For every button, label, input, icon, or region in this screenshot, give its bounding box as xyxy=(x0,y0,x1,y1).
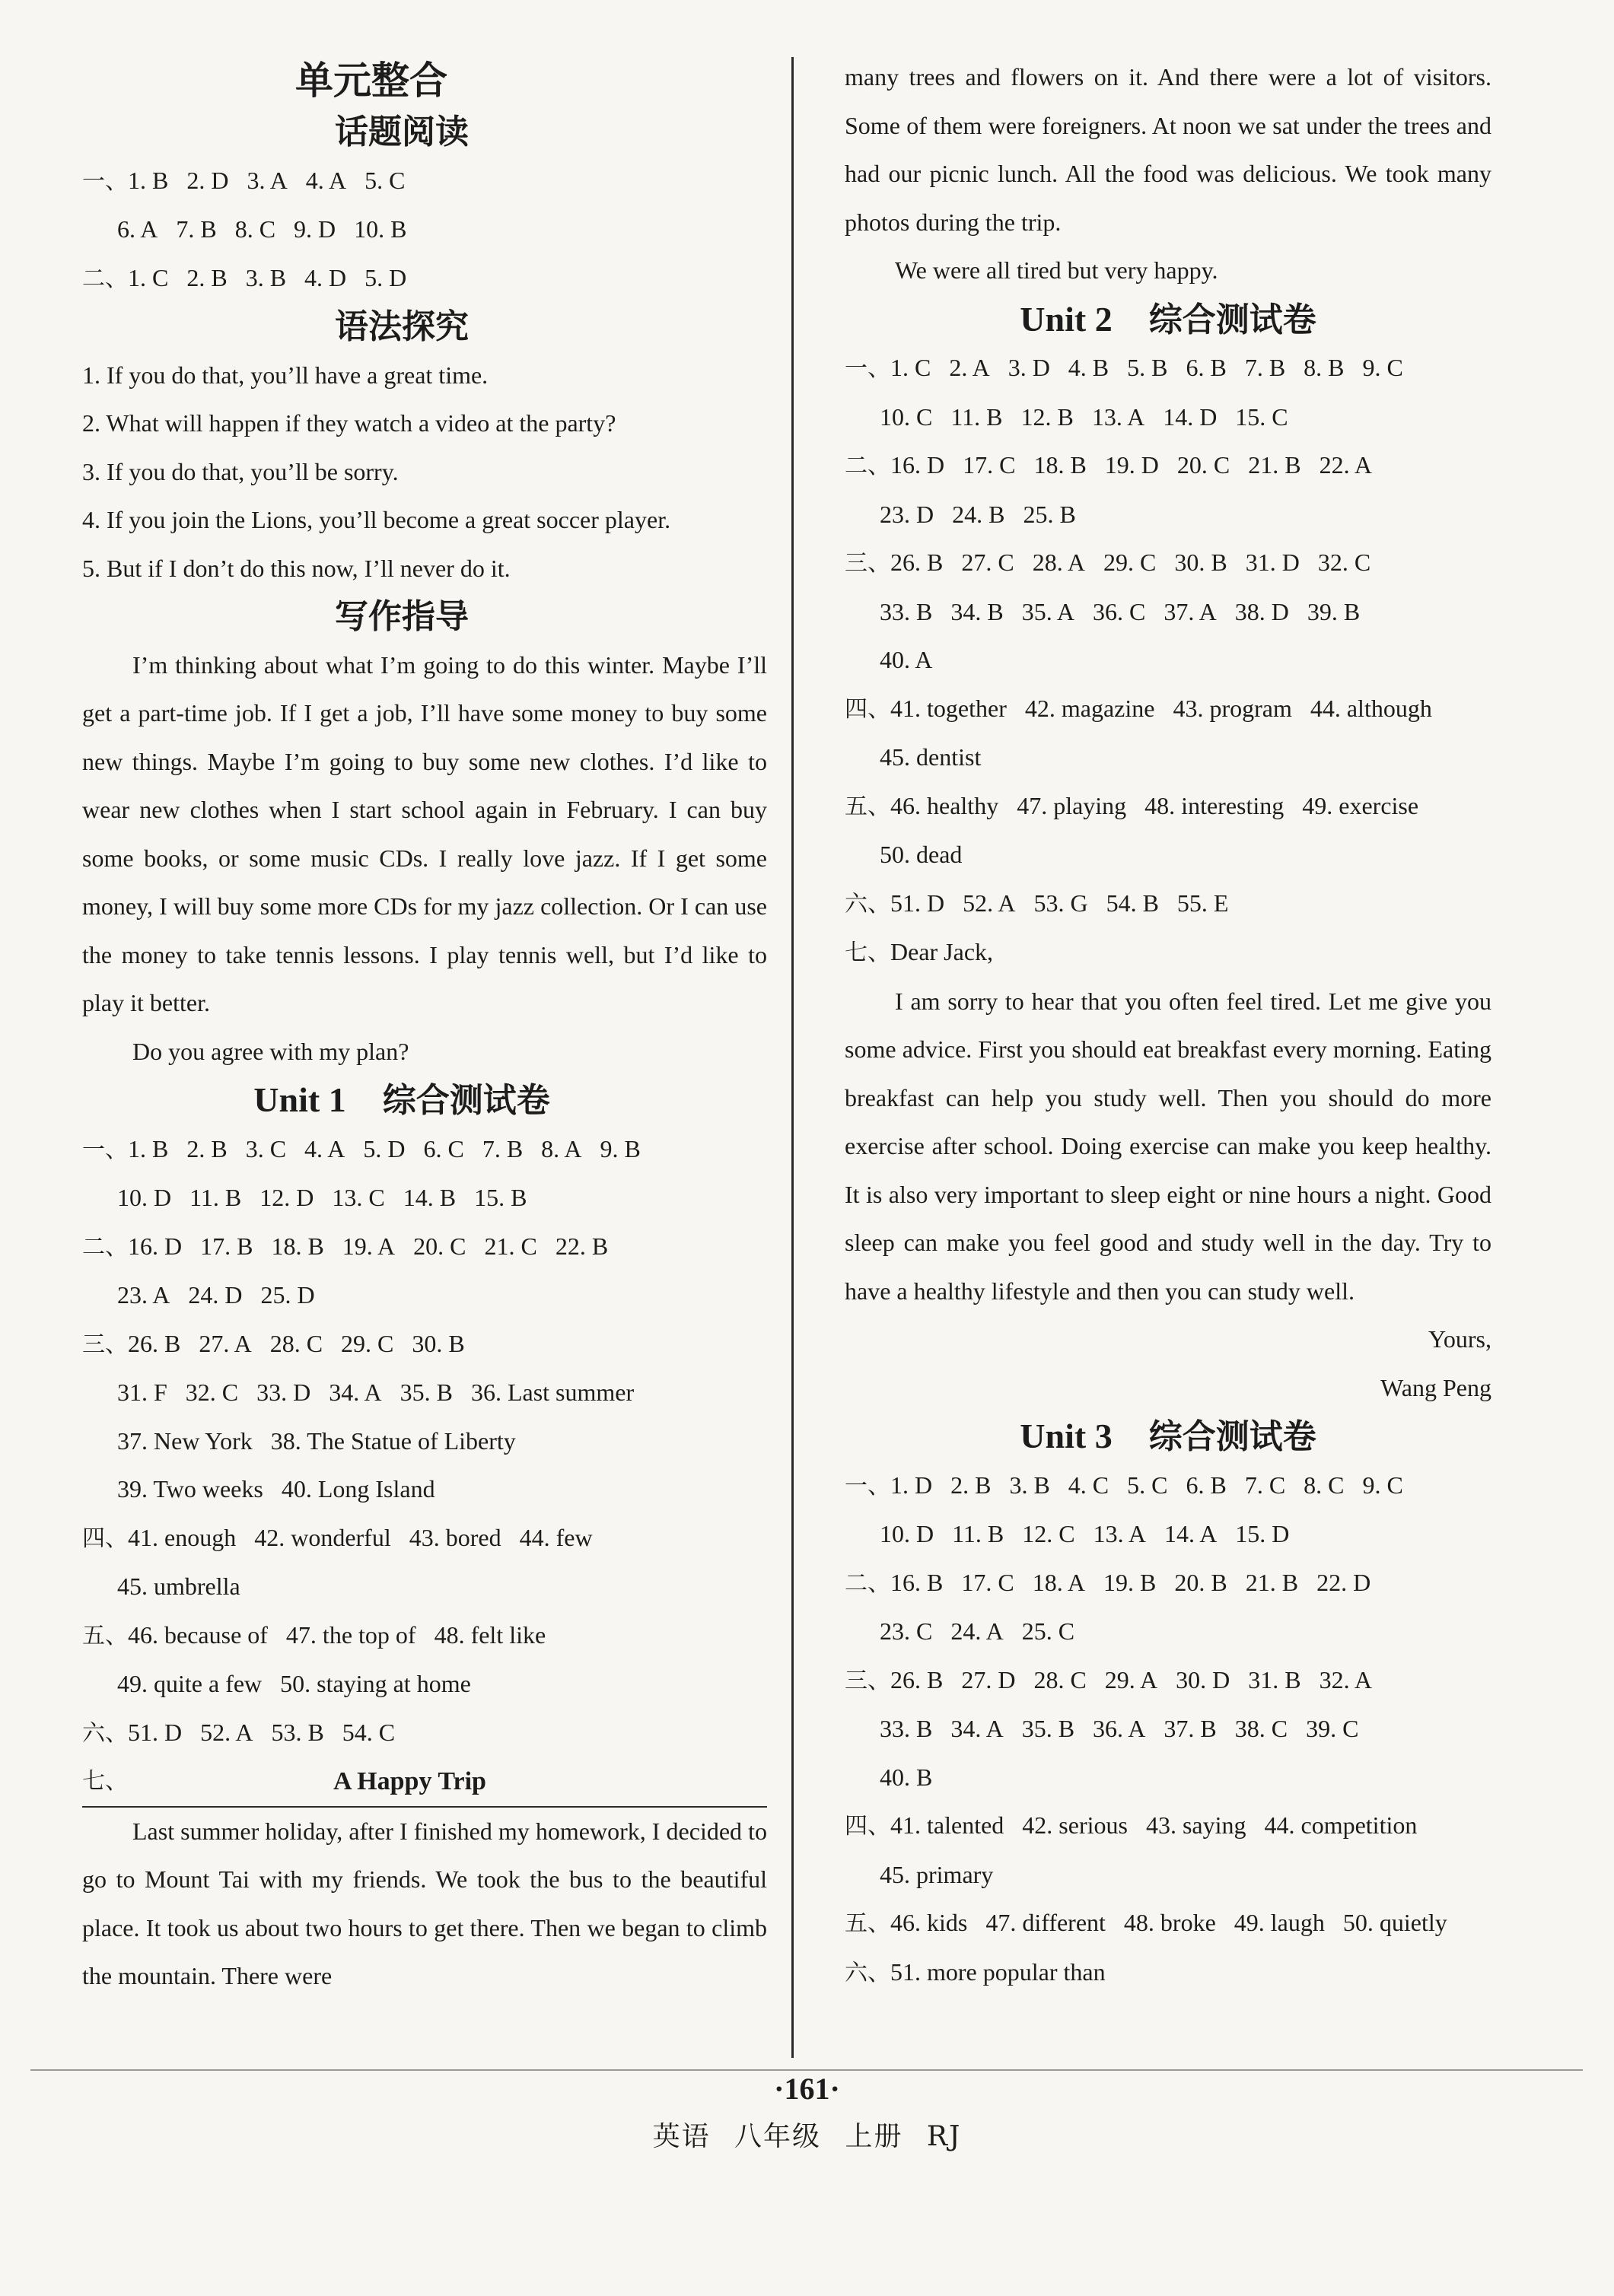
answer-item: 15. B xyxy=(474,1184,527,1211)
answer-item: 4. A xyxy=(304,1134,345,1162)
answer-item: 9. C xyxy=(1362,354,1403,381)
answer-item: 1. B xyxy=(128,166,169,194)
letter-greeting-row xyxy=(845,928,1491,978)
answer-item: 36. C xyxy=(1093,597,1146,625)
answer-row xyxy=(845,1754,1491,1802)
answer-item: 11. B xyxy=(950,402,1003,431)
letter-prefix: 七、 xyxy=(845,940,890,966)
answer-item: 39. Two weeks xyxy=(117,1475,263,1503)
answer-row xyxy=(82,1465,767,1514)
answer-row xyxy=(82,1709,767,1758)
answer-item: 44. competition xyxy=(1264,1811,1418,1839)
answer-item: 9. B xyxy=(600,1134,641,1162)
answer-item: 51. D xyxy=(890,889,945,917)
question-section-prefix: 四、 xyxy=(82,1525,128,1552)
unit1-title xyxy=(37,1076,767,1125)
answer-item: 42. wonderful xyxy=(254,1523,391,1551)
answer-item: 5. D xyxy=(365,263,407,291)
answer-item: 20. C xyxy=(1176,451,1230,479)
answer-item: 47. playing xyxy=(1017,791,1127,819)
answer-row xyxy=(82,1174,767,1223)
question-section-prefix: 一、 xyxy=(845,1472,890,1499)
answer-item: 23. D xyxy=(880,500,934,528)
answer-item: 20. B xyxy=(1174,1568,1227,1596)
answer-item: 38. D xyxy=(1234,597,1289,625)
question-section-prefix: 二、 xyxy=(845,453,890,479)
answer-row xyxy=(845,1899,1491,1948)
answer-item: 39. C xyxy=(1306,1715,1359,1742)
answer-item: 41. together xyxy=(890,694,1007,722)
answer-row xyxy=(82,254,767,304)
answer-row xyxy=(845,1510,1491,1559)
answer-item: 14. D xyxy=(1163,402,1218,431)
answer-item: 4. B xyxy=(1068,354,1109,381)
answer-item: 15. D xyxy=(1235,1520,1290,1547)
answer-item: 10. D xyxy=(117,1184,172,1211)
answer-item: 12. C xyxy=(1022,1520,1075,1547)
question-section-prefix: 六、 xyxy=(845,1959,890,1986)
answer-item: 17. C xyxy=(963,451,1016,479)
answer-row xyxy=(82,1563,767,1611)
answer-item: 48. broke xyxy=(1123,1909,1216,1936)
unit3-title-number: Unit 3 xyxy=(1020,1417,1113,1455)
question-section-prefix: 五、 xyxy=(845,793,890,820)
answer-item: 13. C xyxy=(332,1184,385,1211)
answer-row xyxy=(845,1948,1491,1998)
essay-paragraph: Last summer holiday, after I finished my homework, I decided to go to Mount Tai with my friends. We took the bus to the beautiful place. It took us about two hours to get there. Then we began to climb the mountain. There were xyxy=(82,1817,767,1989)
answer-item: 8. A xyxy=(541,1134,582,1162)
answer-item: 6. B xyxy=(1186,1471,1227,1499)
answer-item: 2. B xyxy=(186,263,228,291)
answer-item: 38. C xyxy=(1234,1715,1288,1742)
answer-item: 24. B xyxy=(952,500,1005,528)
answer-row xyxy=(845,441,1491,491)
question-section-prefix: 五、 xyxy=(845,1910,890,1937)
answer-item: 50. dead xyxy=(880,841,963,868)
answer-item: 6. A xyxy=(117,215,158,243)
answer-item: 27. A xyxy=(199,1329,252,1357)
answer-item: 18. B xyxy=(271,1232,324,1260)
grammar-line: 1. If you do that, you’ll have a great time. xyxy=(82,361,489,389)
answer-item: 8. C xyxy=(1304,1471,1345,1499)
answer-item: 24. A xyxy=(950,1617,1004,1645)
question-section-prefix: 一、 xyxy=(82,1136,128,1163)
writing-closing: Do you agree with my plan? xyxy=(132,1037,409,1065)
answer-item: 18. A xyxy=(1032,1568,1086,1596)
answer-item: 16. B xyxy=(890,1568,944,1596)
answer-row xyxy=(82,1417,767,1466)
answer-item: 32. C xyxy=(185,1379,239,1406)
answer-row xyxy=(82,1223,767,1272)
answer-item: 26. B xyxy=(890,1665,944,1693)
answer-item: 33. B xyxy=(880,597,933,625)
answer-item: 7. B xyxy=(176,215,217,243)
answer-item: 34. A xyxy=(950,1715,1004,1742)
answer-item: 52. A xyxy=(200,1718,253,1746)
answer-item: 34. B xyxy=(950,597,1004,625)
answer-item: 45. umbrella xyxy=(117,1573,240,1600)
answer-row xyxy=(845,879,1491,929)
answer-row xyxy=(845,1461,1491,1511)
answer-item: 25. C xyxy=(1021,1617,1075,1645)
answer-item: 50. quietly xyxy=(1342,1909,1447,1936)
column-divider xyxy=(791,57,794,2058)
answer-row xyxy=(845,636,1491,685)
answer-item: 10. C xyxy=(880,402,933,431)
answer-item: 45. dentist xyxy=(880,743,982,771)
answer-item: 55. E xyxy=(1176,889,1229,917)
answer-item: 7. C xyxy=(1244,1471,1286,1499)
answer-item: 4. C xyxy=(1068,1471,1109,1499)
answer-row xyxy=(845,1705,1491,1754)
answer-row xyxy=(845,344,1491,393)
answer-item: 32. C xyxy=(1317,549,1371,576)
answer-item: 29. A xyxy=(1104,1665,1158,1693)
answer-item: 28. C xyxy=(269,1329,323,1357)
unit1-title-text: 综合测试卷 xyxy=(382,1081,550,1120)
letter-signature: Wang Peng xyxy=(1380,1373,1491,1401)
answer-item: 26. B xyxy=(128,1329,181,1357)
answer-item: 3. C xyxy=(245,1134,287,1162)
grammar-line: 5. But if I don’t do this now, I’ll never do it. xyxy=(82,554,511,582)
answer-row xyxy=(845,831,1491,879)
answer-row xyxy=(82,157,767,206)
answer-item: 1. C xyxy=(128,263,169,291)
unit2-title-text: 综合测试卷 xyxy=(1148,300,1316,339)
answer-item: 46. because of xyxy=(128,1620,268,1649)
answer-item: 19. B xyxy=(1103,1568,1157,1596)
answer-item: 5. B xyxy=(1127,354,1168,381)
answer-item: 37. New York xyxy=(117,1426,253,1455)
answer-item: 33. D xyxy=(256,1379,311,1406)
answer-row xyxy=(845,782,1491,832)
question-section-prefix: 三、 xyxy=(845,1667,890,1694)
answer-item: 30. B xyxy=(412,1329,465,1357)
question-section-prefix: 四、 xyxy=(845,1813,890,1840)
answer-item: 11. B xyxy=(952,1520,1004,1547)
answer-item: 2. B xyxy=(950,1471,992,1499)
answer-item: 6. B xyxy=(1186,354,1227,381)
unit3-title xyxy=(845,1412,1491,1461)
writing-paragraph: I’m thinking about what I’m going to do this winter. Maybe I’ll get a part-time job. If I get a job, I’ll have some money to buy some new things. Maybe I’m going to buy some new clothes. I’d like to wear new clothes when I start school again in February. I can buy some books, or some music CDs. I really love jazz. If I get some money, I will buy some more CDs for my jazz collection. Or I can use the money to take tennis lessons. I play tennis well, but I’d like to play it better. xyxy=(82,650,767,1016)
answer-item: 40. B xyxy=(880,1763,933,1791)
answer-item: 52. A xyxy=(963,889,1016,917)
answer-item: 31. D xyxy=(1245,549,1300,576)
answer-item: 40. Long Island xyxy=(281,1475,435,1503)
answer-row xyxy=(845,1608,1491,1656)
answer-item: 47. different xyxy=(985,1909,1106,1936)
answer-item: 16. D xyxy=(890,451,945,479)
answer-item: 2. A xyxy=(949,354,990,381)
answer-item: 3. B xyxy=(245,263,287,291)
question-section-prefix: 四、 xyxy=(845,695,890,723)
answer-item: 25. D xyxy=(260,1281,315,1309)
grammar-answers xyxy=(82,351,767,593)
answer-item: 45. primary xyxy=(880,1860,994,1888)
answer-item: 46. kids xyxy=(890,1909,968,1936)
unit1-answers xyxy=(82,1125,767,1758)
answer-row xyxy=(845,1559,1491,1608)
answer-row xyxy=(82,1611,767,1661)
section-title-grammar: 语法探究 xyxy=(335,307,469,346)
answer-item: 40. A xyxy=(880,646,933,673)
answer-item: 32. A xyxy=(1319,1665,1372,1693)
answer-item: 3. A xyxy=(247,166,288,194)
answer-item: 46. healthy xyxy=(890,791,999,819)
answer-item: 17. B xyxy=(200,1232,253,1260)
answer-item: 23. C xyxy=(880,1617,933,1645)
answer-item: 24. D xyxy=(188,1281,243,1309)
question-section-prefix: 一、 xyxy=(845,355,890,382)
letter-closing: Yours, xyxy=(1428,1325,1491,1353)
answer-item: 48. interesting xyxy=(1144,791,1285,819)
answer-item: 22. A xyxy=(1319,451,1372,479)
letter-greeting: Dear Jack, xyxy=(890,938,994,965)
question-section-prefix: 五、 xyxy=(82,1622,128,1649)
unit2-title-number: Unit 2 xyxy=(1020,299,1113,339)
answer-item: 23. A xyxy=(117,1281,170,1309)
right-column xyxy=(845,53,1491,1997)
answer-item: 49. exercise xyxy=(1302,791,1419,819)
book-info: 英语 八年级 上册 RJ xyxy=(652,2121,962,2152)
answer-item: 10. B xyxy=(354,215,407,243)
answer-item: 27. D xyxy=(961,1665,1016,1693)
main-title: 单元整合 xyxy=(295,59,447,103)
grammar-line: 4. If you join the Lions, you’ll become a great soccer player. xyxy=(82,506,671,533)
answer-item: 43. bored xyxy=(409,1523,501,1551)
answer-item: 48. felt like xyxy=(434,1620,546,1649)
answer-item: 13. A xyxy=(1093,1520,1146,1547)
answer-item: 54. B xyxy=(1106,889,1159,917)
answer-item: 5. D xyxy=(363,1134,406,1162)
answer-row xyxy=(845,588,1491,637)
answer-row xyxy=(845,685,1491,734)
question-section-prefix: 二、 xyxy=(845,1569,890,1597)
answer-item: 21. C xyxy=(484,1232,537,1260)
answer-row xyxy=(82,1660,767,1709)
answer-row xyxy=(82,1514,767,1563)
question-section-prefix: 六、 xyxy=(845,890,890,917)
answer-item: 29. C xyxy=(1103,549,1157,576)
answer-item: 3. B xyxy=(1009,1471,1050,1499)
answer-item: 41. enough xyxy=(128,1523,237,1551)
unit3-answers xyxy=(845,1461,1491,1998)
answer-item: 33. B xyxy=(880,1715,933,1742)
question-section-prefix: 三、 xyxy=(82,1331,128,1358)
answer-item: 30. B xyxy=(1174,549,1227,576)
answer-row xyxy=(82,1369,767,1417)
unit3-title-text: 综合测试卷 xyxy=(1148,1417,1316,1456)
letter-body: I am sorry to hear that you often feel tired. Let me give you some advice. First you should eat breakfast every morning. Eating breakfast can help you study well. Then you should do more exercise after school. Doing exercise can make you keep healthy. It is also very important to sleep eight or nine hours a night. Good sleep can make you feel good and study well in the day. Try to have a healthy lifestyle and then you can study well. xyxy=(845,987,1491,1305)
grammar-line: 2. What will happen if they watch a video at the party? xyxy=(82,409,616,437)
answer-row xyxy=(845,733,1491,782)
page-number: ·161· xyxy=(774,2072,840,2106)
answer-item: 5. C xyxy=(1127,1471,1168,1499)
answer-item: 3. D xyxy=(1008,354,1050,381)
answer-item: 19. A xyxy=(342,1232,396,1260)
answer-item: 9. C xyxy=(1362,1471,1403,1499)
answer-item: 42. magazine xyxy=(1024,694,1155,722)
unit1-title-number: Unit 1 xyxy=(253,1080,346,1119)
answer-item: 4. A xyxy=(305,166,347,194)
answer-item: 49. laugh xyxy=(1234,1909,1325,1936)
answer-item: 35. A xyxy=(1021,597,1075,625)
answer-item: 53. B xyxy=(271,1718,324,1746)
answer-row xyxy=(82,1271,767,1320)
answer-item: 7. B xyxy=(1244,354,1286,381)
essay-title: A Happy Trip xyxy=(333,1767,486,1795)
answer-row xyxy=(845,1851,1491,1900)
question-section-prefix: 二、 xyxy=(82,265,128,292)
answer-item: 8. C xyxy=(234,215,276,243)
essay-prefix: 七、 xyxy=(82,1768,128,1795)
answer-row xyxy=(82,1125,767,1175)
essay-continued: many trees and flowers on it. And there were a lot of visitors. Some of them were foreigners. At noon we sat under the trees and had our picnic lunch. All the food was delicious. We took many photos during the trip. xyxy=(845,63,1491,236)
answer-item: 35. B xyxy=(1021,1715,1075,1742)
answer-row xyxy=(845,1802,1491,1851)
section-title-writing: 写作指导 xyxy=(335,597,469,636)
answer-item: 1. C xyxy=(890,354,931,381)
answer-item: 1. B xyxy=(128,1134,169,1162)
answer-item: 12. B xyxy=(1020,402,1074,431)
answer-item: 16. D xyxy=(128,1232,183,1260)
answer-item: 18. B xyxy=(1033,451,1087,479)
unit1-essay-title-row xyxy=(82,1757,767,1808)
answer-item: 42. serious xyxy=(1022,1811,1128,1839)
answer-item: 43. program xyxy=(1173,694,1292,722)
answer-item: 41. talented xyxy=(890,1811,1004,1839)
answer-item: 28. A xyxy=(1032,549,1086,576)
answer-item: 37. B xyxy=(1164,1715,1217,1742)
answer-item: 11. B xyxy=(189,1184,242,1211)
answer-item: 51. D xyxy=(128,1718,183,1746)
answer-item: 10. D xyxy=(880,1520,934,1547)
answer-item: 7. B xyxy=(482,1134,524,1162)
answer-item: 20. C xyxy=(413,1232,466,1260)
reading-answers xyxy=(82,157,767,304)
answer-item: 26. B xyxy=(890,549,944,576)
answer-item: 39. B xyxy=(1307,597,1361,625)
answer-row xyxy=(845,393,1491,442)
answer-item: 34. A xyxy=(329,1379,382,1406)
answer-item: 12. D xyxy=(259,1184,314,1211)
answer-item: 21. B xyxy=(1245,1568,1299,1596)
question-section-prefix: 三、 xyxy=(845,550,890,577)
answer-item: 44. although xyxy=(1310,694,1432,722)
answer-item: 17. C xyxy=(961,1568,1014,1596)
answer-item: 38. The Statue of Liberty xyxy=(270,1426,516,1455)
answer-item: 31. F xyxy=(117,1379,167,1406)
answer-item: 51. more popular than xyxy=(890,1957,1106,1986)
answer-item: 21. B xyxy=(1248,451,1301,479)
answer-item: 14. A xyxy=(1164,1520,1218,1547)
answer-item: 53. G xyxy=(1033,889,1088,917)
answer-item: 27. C xyxy=(961,549,1014,576)
answer-item: 5. C xyxy=(365,166,406,194)
answer-item: 2. B xyxy=(186,1134,228,1162)
answer-item: 22. B xyxy=(555,1232,609,1260)
answer-row xyxy=(82,205,767,254)
answer-item: 31. B xyxy=(1248,1665,1301,1693)
answer-item: 1. D xyxy=(890,1471,933,1499)
answer-item: 13. A xyxy=(1091,402,1145,431)
answer-item: 54. C xyxy=(342,1718,396,1746)
answer-item: 47. the top of xyxy=(285,1620,416,1649)
answer-item: 35. B xyxy=(400,1379,453,1406)
answer-item: 37. A xyxy=(1164,597,1217,625)
answer-row xyxy=(82,1320,767,1369)
answer-item: 29. C xyxy=(341,1329,394,1357)
answer-item: 9. D xyxy=(294,215,336,243)
answer-item: 30. D xyxy=(1176,1665,1230,1693)
answer-row xyxy=(845,491,1491,539)
question-section-prefix: 二、 xyxy=(82,1233,128,1261)
answer-item: 36. Last summer xyxy=(470,1379,635,1406)
answer-item: 15. C xyxy=(1235,402,1288,431)
answer-item: 14. B xyxy=(403,1184,457,1211)
grammar-line: 3. If you do that, you’ll be sorry. xyxy=(82,457,399,485)
question-section-prefix: 六、 xyxy=(82,1719,128,1747)
essay-ending: We were all tired but very happy. xyxy=(895,256,1218,284)
answer-item: 36. A xyxy=(1093,1715,1146,1742)
answer-item: 6. C xyxy=(423,1134,464,1162)
question-section-prefix: 一、 xyxy=(82,167,128,195)
answer-row xyxy=(845,1656,1491,1706)
unit2-title xyxy=(845,295,1491,345)
answer-row xyxy=(845,539,1491,588)
answer-item: 44. few xyxy=(519,1523,593,1551)
answer-item: 25. B xyxy=(1023,500,1076,528)
answer-item: 22. D xyxy=(1316,1568,1371,1596)
answer-item: 43. saying xyxy=(1145,1811,1246,1839)
unit2-answers xyxy=(845,344,1491,928)
answer-item: 8. B xyxy=(1304,354,1345,381)
answer-item: 50. staying at home xyxy=(280,1670,471,1697)
left-column xyxy=(82,53,767,2001)
answer-item: 4. D xyxy=(304,263,347,291)
answer-item: 49. quite a few xyxy=(117,1670,263,1697)
answer-item: 2. D xyxy=(186,166,229,194)
answer-item: 19. D xyxy=(1104,451,1159,479)
section-title-reading: 话题阅读 xyxy=(335,113,469,151)
answer-item: 28. C xyxy=(1033,1665,1087,1693)
